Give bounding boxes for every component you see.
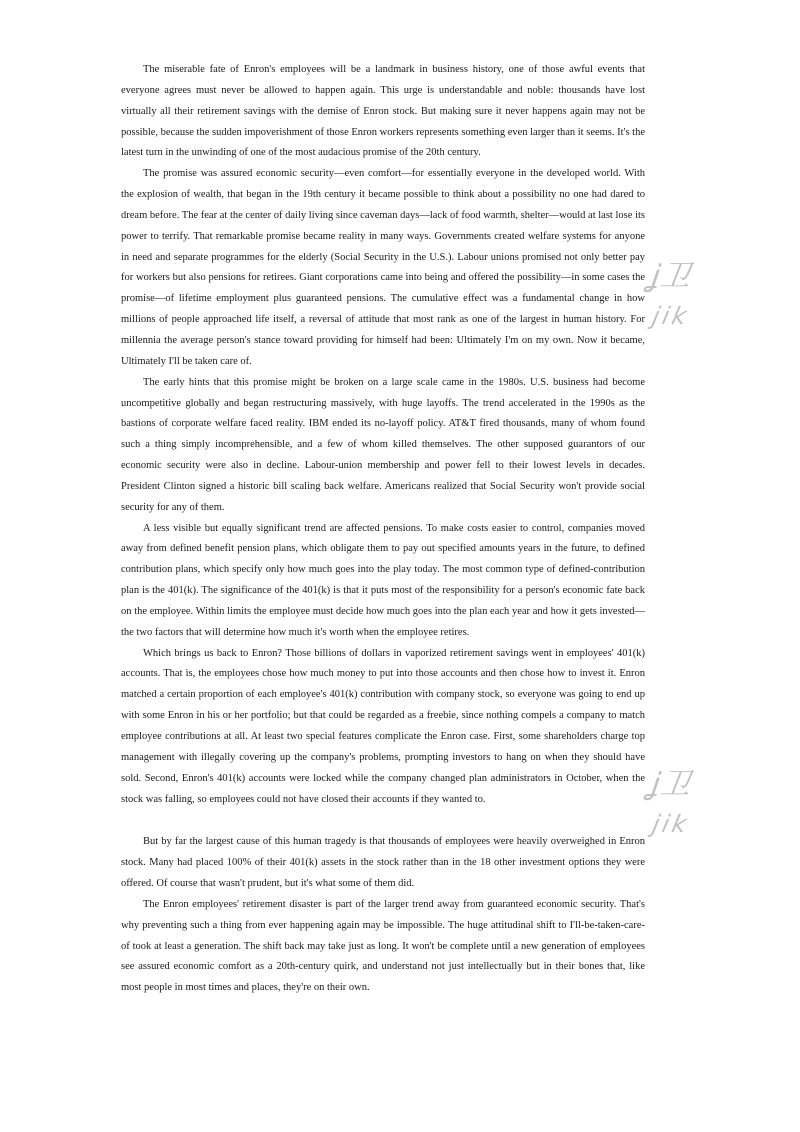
watermark-text: jik	[649, 302, 693, 330]
watermark-icon: ʝ卫	[649, 259, 693, 294]
paragraph-6: But by far the largest cause of this human tragedy is that thousands of employees were heavily overweighed in Enron stock. Many had placed 100% of their 401(k) assets in the stock rather than in the 18 other investment options they were offered. Of course that wasn't prudent, but it's what some of them did.	[121, 836, 645, 890]
paragraph-1: The miserable fate of Enron's employees will be a landmark in business history, one of those awful events that everyone agrees must never be allowed to happen again. This urge is understandable and noble: thousands have lost virtually all their retirement savings with the demise of Enron stock. But making sure it never happens again may not be possible, because the sudden impoverishment of those Enron workers represents something even larger than it seems. It's the latest turn in the unwinding of one of the most audacious promise of the 20th century.	[121, 64, 645, 159]
watermark-logo-2	[649, 767, 693, 838]
article-body	[121, 60, 645, 999]
paragraph-3: The early hints that this promise might be broken on a large scale came in the 1980s. U.S. business had become uncompetitive globally and began restructuring massively, with huge layoffs. The trend accelerated in the 1990s as the bastions of corporate welfare faced reality. IBM ended its no-layoff policy. AT&T fired thousands, many of whom found such a thing simply incomprehensible, and a few of whom killed themselves. The other supposed guarantors of our economic security were also in decline. Labour-union membership and power fell to their lowest levels in decades. President Clinton signed a historic bill scaling back welfare. Americans realized that Social Security won't provide social security for any of them.	[121, 376, 645, 513]
watermark-logo-1	[649, 259, 693, 330]
paragraph-7: The Enron employees' retirement disaster is part of the larger trend away from guaranteed economic security. That's why preventing such a thing from ever happening again may be impossible. The huge attitudinal shift to I'll-be-taken-care-of took at least a generation. The shift back may take just as long. It won't be complete until a new generation of employees see assured economic comfort as a 20th-century quirk, and understand not just intellectually but in their bones that, like most people in most times and places, they're on their own.	[121, 898, 645, 994]
watermark-icon: ʝ卫	[649, 767, 693, 802]
paragraph-4: A less visible but equally significant trend are affected pensions. To make costs easier to control, companies moved away from defined benefit pension plans, which obligate them to pay out specified amounts years in the future, to defined contribution plans, which specify only how much goes into the play today. The most common type of defined-contribution plan is the 401(k). The significance of the 401(k) is that it puts most of the responsibility for a person's economic fate back on the employee. Within limits the employee must decide how much goes into the plan each year and how it gets invested—the two factors that will determine how much it's worth when the employee retires.	[121, 522, 645, 638]
paragraph-5: Which brings us back to Enron? Those billions of dollars in vaporized retirement savings went in employees' 401(k) accounts. That is, the employees chose how much money to put into those accounts and then chose how to invest it. Enron matched a certain proportion of each employee's 401(k) contribution with company stock, so everyone was going to end up with some Enron in his or her portfolio; but that could be regarded as a freebie, since nothing compels a company to match employee contributions at all. At least two special features complicate the Enron case. First, some shareholders charge top management with illegally covering up the company's problems, prompting investors to hang on when they should have sold. Second, Enron's 401(k) accounts were locked while the company changed plan administrators in October, when the stock was falling, so employees could not have closed their accounts if they wanted to.	[121, 647, 645, 805]
paragraph-2: The promise was assured economic security—even comfort—for essentially everyone in the developed world. With the explosion of wealth, that began in the 19th century it became possible to think about a possibility no one had dared to dream before. The fear at the center of daily living since caveman days—lack of food warmth, shelter—would at last lose its power to terrify. That remarkable promise became reality in many ways. Governments created welfare systems for anyone in need and separate programmes for the elderly (Social Security in the U.S.). Labour unions promised not only better pay for workers but also pensions for retirees. Giant corporations came into being and offered the possibility—in some cases the promise—of lifetime employment plus guaranteed pensions. The cumulative effect was a fundamental change in how millions of people approached life itself, a reversal of attitude that most rank as one of the largest in human history. For millennia the average person's stance toward providing for himself had been: Ultimately I'm on my own. Now it became, Ultimately I'll be taken care of.	[121, 168, 645, 367]
watermark-text: jik	[649, 810, 693, 838]
